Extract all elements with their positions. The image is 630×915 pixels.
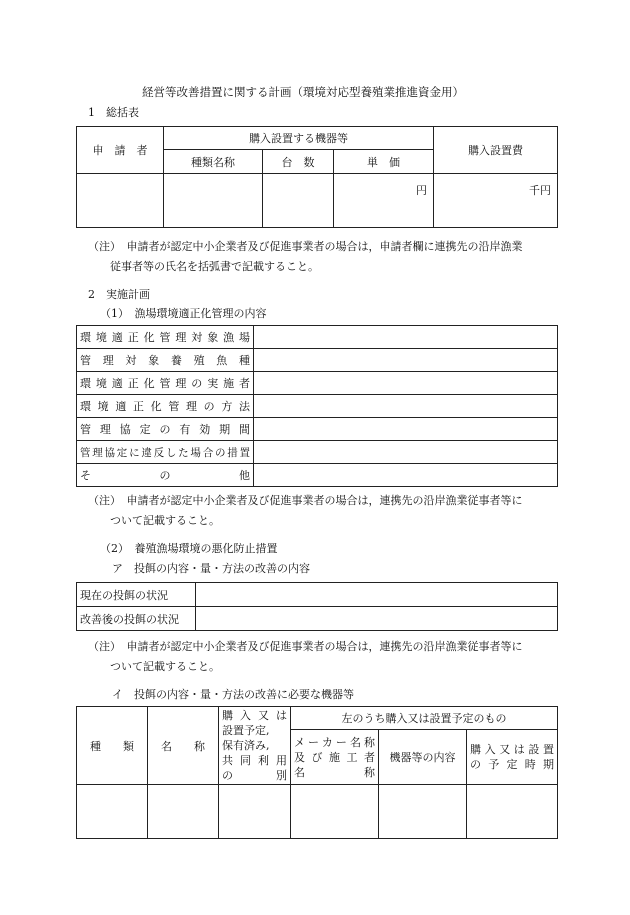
section2-heading: 2 実施計画	[88, 288, 150, 301]
row-value	[254, 349, 558, 372]
section2-note2-cont: ついて記載すること。	[110, 660, 220, 673]
feeding-table	[76, 582, 558, 631]
content-cell	[379, 785, 467, 839]
type-name-cell	[164, 174, 263, 228]
row-label: 環境適正化管理の実施者	[77, 372, 254, 395]
unit-price-header: 単 価	[334, 150, 434, 174]
purchase-line: 設置予定,	[222, 724, 270, 737]
row-label: そ の 他	[77, 464, 254, 487]
cost-cell	[434, 174, 558, 228]
sub2-heading: （2） 養殖漁場環境の悪化防止措置	[100, 542, 278, 555]
purchase-line: 共同利用	[222, 754, 287, 767]
name-header: 名 称	[148, 707, 219, 785]
row-value	[196, 607, 558, 631]
purchase-line: の 別	[222, 769, 287, 782]
unit-thousand-yen: 千円	[529, 184, 552, 197]
row-label: 環境適正化管理対象漁場	[77, 326, 254, 349]
row-label: 管理協定の有効期間	[77, 418, 254, 441]
purchase-status-cell	[219, 785, 291, 839]
count-cell	[263, 174, 334, 228]
section2-note1	[88, 490, 523, 512]
schedule-header	[467, 730, 558, 785]
schedule-line: の予定時期	[470, 758, 555, 771]
note-text: 申請者が認定中小企業者及び促進事業者の場合は，申請者欄に連携先の沿岸漁業	[126, 240, 523, 253]
equipment-header: 購入設置する機器等	[164, 127, 434, 150]
schedule-line: 購入又は設置	[470, 743, 555, 756]
kind-header: 種 類	[77, 707, 148, 785]
kind-cell	[77, 785, 148, 839]
section2-note1-cont: ついて記載すること。	[110, 514, 220, 527]
name-cell	[148, 785, 219, 839]
planned-purchase-header: 左のうち購入又は設置予定のもの	[291, 707, 558, 730]
maker-line: 及び施工者	[294, 750, 375, 764]
sub1-heading: （1） 漁場環境適正化管理の内容	[100, 307, 267, 320]
maker-header	[291, 730, 379, 785]
summary-table	[76, 126, 558, 228]
note-label: （注）	[88, 640, 116, 653]
purchase-line: 購入又は	[222, 709, 287, 722]
row-value	[196, 583, 558, 607]
section1-note	[88, 236, 523, 258]
row-label: 環境適正化管理の方法	[77, 395, 254, 418]
sub2b-heading: イ 投餌の内容・量・方法の改善に必要な機器等	[112, 688, 354, 701]
unit-yen: 円	[416, 184, 428, 197]
row-value	[254, 372, 558, 395]
row-label: 管理協定に違反した場合の措置	[77, 441, 254, 464]
page-title: 経営等改善措置に関する計画（環境対応型養殖業推進資金用）	[142, 85, 464, 99]
row-label: 現在の投餌の状況	[77, 583, 196, 607]
section2-note2	[88, 636, 523, 658]
note-label: （注）	[88, 240, 116, 253]
maker-cell	[291, 785, 379, 839]
note-text: 申請者が認定中小企業者及び促進事業者の場合は，連携先の沿岸漁業従事者等に	[126, 640, 523, 653]
purchase-status-header	[219, 707, 291, 785]
schedule-cell	[467, 785, 558, 839]
applicant-cell	[77, 174, 164, 228]
maker-line: メーカー名称	[294, 735, 375, 749]
count-header: 台 数	[263, 150, 334, 174]
applicant-header: 申 請 者	[77, 127, 164, 174]
purchase-line: 保有済み,	[222, 739, 270, 752]
management-table	[76, 325, 558, 487]
row-value	[254, 395, 558, 418]
row-value	[254, 441, 558, 464]
content-header: 機器等の内容	[379, 730, 467, 785]
sub2a-heading: ア 投餌の内容・量・方法の改善の内容	[112, 562, 310, 575]
maker-line: 名 称	[294, 765, 375, 779]
row-value	[254, 326, 558, 349]
row-value	[254, 464, 558, 487]
row-label: 改善後の投餌の状況	[77, 607, 196, 631]
note-text: 申請者が認定中小企業者及び促進事業者の場合は，連携先の沿岸漁業従事者等に	[126, 494, 523, 507]
type-name-header: 種類名称	[164, 150, 263, 174]
section1-note-cont: 従事者等の氏名を括弧書で記載すること。	[110, 260, 319, 273]
cost-header: 購入設置費	[434, 127, 558, 174]
equipment-table	[76, 706, 558, 839]
unit-price-cell	[334, 174, 434, 228]
note-label: （注）	[88, 494, 116, 507]
row-value	[254, 418, 558, 441]
row-label: 管理対象養殖魚種	[77, 349, 254, 372]
section1-heading: 1 総括表	[88, 106, 139, 119]
